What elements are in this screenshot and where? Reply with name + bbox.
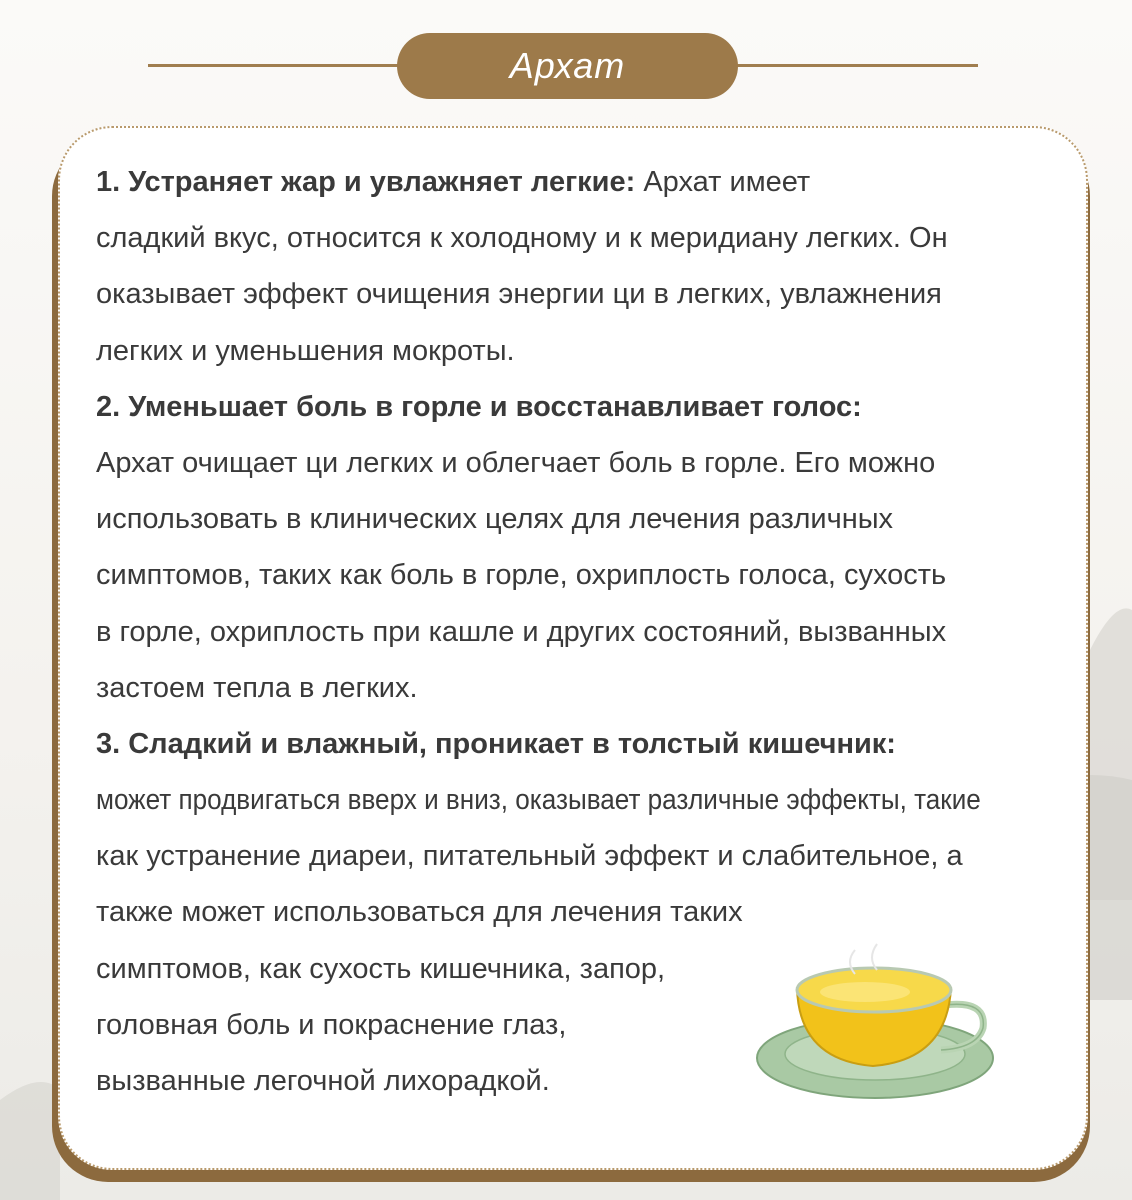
section-1-line: легких и уменьшения мокроты. xyxy=(96,334,515,367)
section-2-line: использовать в клинических целях для лечения различных xyxy=(96,503,894,536)
section-3-line: головная боль и покраснение глаз, xyxy=(96,1008,567,1041)
section-2-line: в горле, охриплость при кашле и других состояний, вызванных xyxy=(96,615,947,648)
page-title: Архат xyxy=(397,33,738,99)
section-1-text: Архат имеет xyxy=(635,166,811,198)
section-1-line: оказывает эффект очищения энергии ци в легких, увлажнения xyxy=(96,278,942,311)
section-2-line: симптомов, таких как боль в горле, охриплость голоса, сухость xyxy=(96,559,947,592)
title-divider-right xyxy=(725,64,978,67)
section-1-heading: 1. Устраняет жар и увлажняет легкие: xyxy=(96,166,636,198)
section-3-line: вызванные легочной лихорадкой. xyxy=(96,1065,550,1097)
section-2-line: застоем тепла в легких. xyxy=(96,671,418,704)
section-3-line: может продвигаться вверх и вниз, оказывает различные эффекты, такие xyxy=(96,784,981,817)
title-divider-left xyxy=(148,64,408,67)
section-3-line: как устранение диареи, питательный эффект и слабительное, а xyxy=(96,840,963,873)
section-3-line: симптомов, как сухость кишечника, запор, xyxy=(96,952,666,985)
section-1-line-1 xyxy=(96,154,1076,210)
section-3-line: также может использоваться для лечения таких xyxy=(96,896,743,929)
section-1-line: сладкий вкус, относится к холодному и к меридиану легких. Он xyxy=(96,222,948,255)
section-2-line: Архат очищает ци легких и облегчает боль в горле. Его можно xyxy=(96,446,936,479)
section-3-heading: 3. Сладкий и влажный, проникает в толстый кишечник: xyxy=(96,727,896,760)
section-2-heading: 2. Уменьшает боль в горле и восстанавливает голос: xyxy=(96,390,862,423)
teacup-icon xyxy=(755,940,1000,1100)
